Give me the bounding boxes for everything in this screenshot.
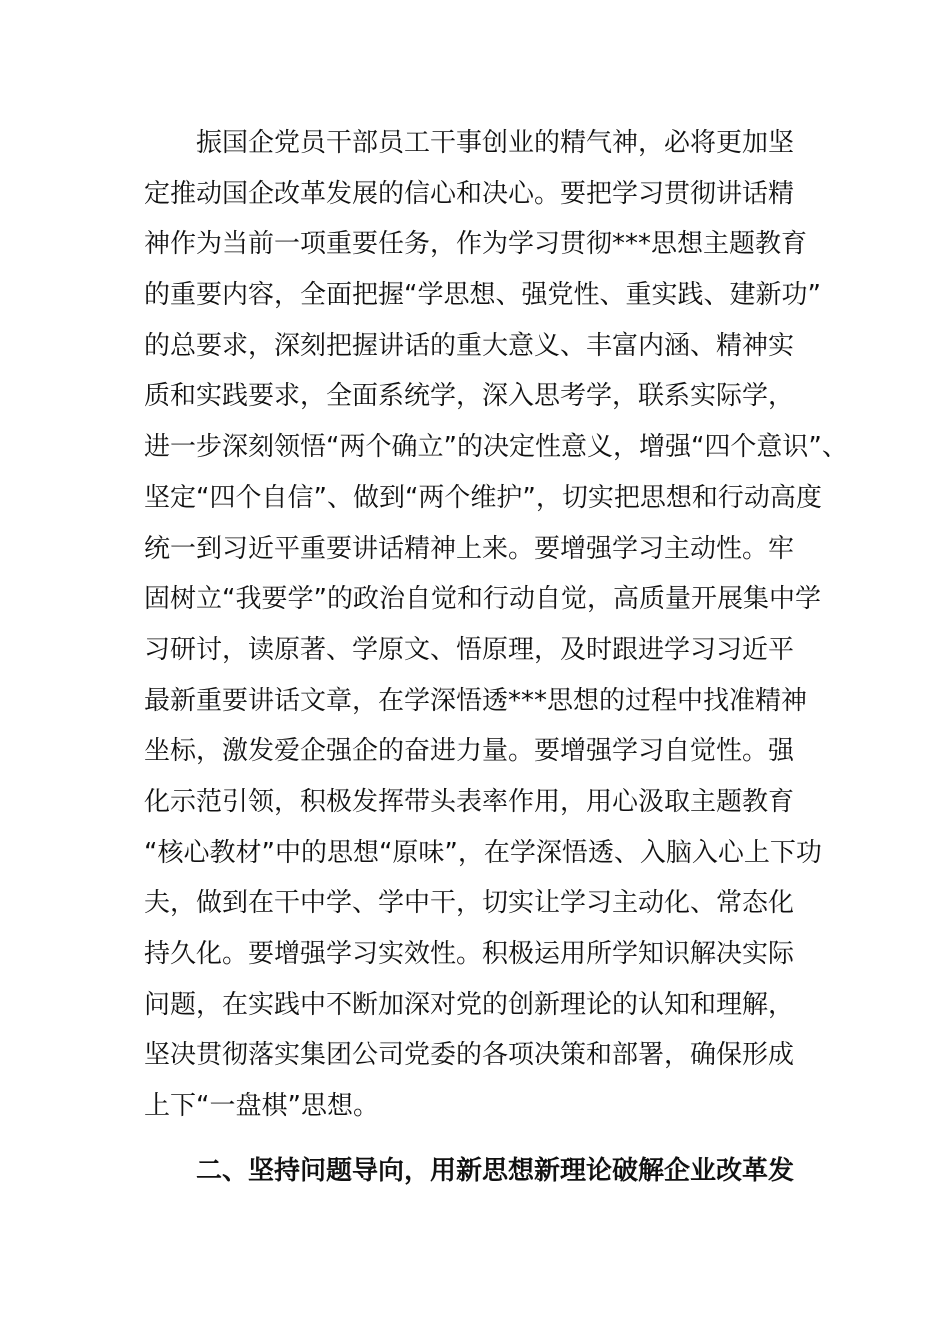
paragraph-line: 问题，在实践中不断加深对党的创新理论的认知和理解， — [144, 989, 795, 1020]
paragraph-line: 神作为当前一项重要任务，作为学习贯彻***思想主题教育 — [144, 229, 808, 260]
paragraph-line: 质和实践要求，全面系统学，深入思考学，联系实际学， — [144, 381, 795, 412]
paragraph-line: 的重要内容，全面把握“学思想、强党性、重实践、建新功” — [144, 280, 821, 311]
section-heading: 二、坚持问题导向，用新思想新理论破解企业改革发 — [196, 1155, 795, 1186]
paragraph-line: 上下“一盘棋”思想。 — [144, 1091, 379, 1122]
paragraph-line: 统一到习近平重要讲话精神上来。要增强学习主动性。牢 — [144, 533, 795, 564]
paragraph-line: 坚决贯彻落实集团公司党委的各项决策和部署，确保形成 — [144, 1040, 795, 1071]
paragraph-line: 习研讨，读原著、学原文、悟原理，及时跟进学习习近平 — [144, 634, 795, 665]
paragraph-line: 进一步深刻领悟“两个确立”的决定性意义，增强“四个意识”、 — [144, 432, 848, 463]
paragraph-line: 坚定“四个自信”、做到“两个维护”，切实把思想和行动高度 — [144, 482, 822, 513]
body-text — [144, 118, 848, 1190]
paragraph-line: 的总要求，深刻把握讲话的重大意义、丰富内涵、精神实 — [144, 330, 795, 361]
paragraph-line: “核心教材”中的思想“原味”，在学深悟透、入脑入心上下功 — [144, 837, 822, 868]
paragraph-line: 振国企党员干部员工干事创业的精气神，必将更加坚 — [196, 128, 795, 158]
paragraph-line: 坐标，激发爱企强企的奋进力量。要增强学习自觉性。强 — [144, 736, 795, 767]
paragraph-line: 固树立“我要学”的政治自觉和行动自觉，高质量开展集中学 — [144, 584, 821, 615]
paragraph-line: 夫，做到在干中学、学中干，切实让学习主动化、常态化 — [144, 888, 795, 919]
paragraph-line: 持久化。要增强学习实效性。积极运用所学知识解决实际 — [144, 939, 795, 969]
paragraph-line: 最新重要讲话文章，在学深悟透***思想的过程中找准精神 — [144, 685, 808, 716]
paragraph-line: 定推动国企改革发展的信心和决心。要把学习贯彻讲话精 — [144, 178, 795, 209]
paragraph-line: 化示范引领，积极发挥带头表率作用，用心汲取主题教育 — [144, 786, 795, 817]
